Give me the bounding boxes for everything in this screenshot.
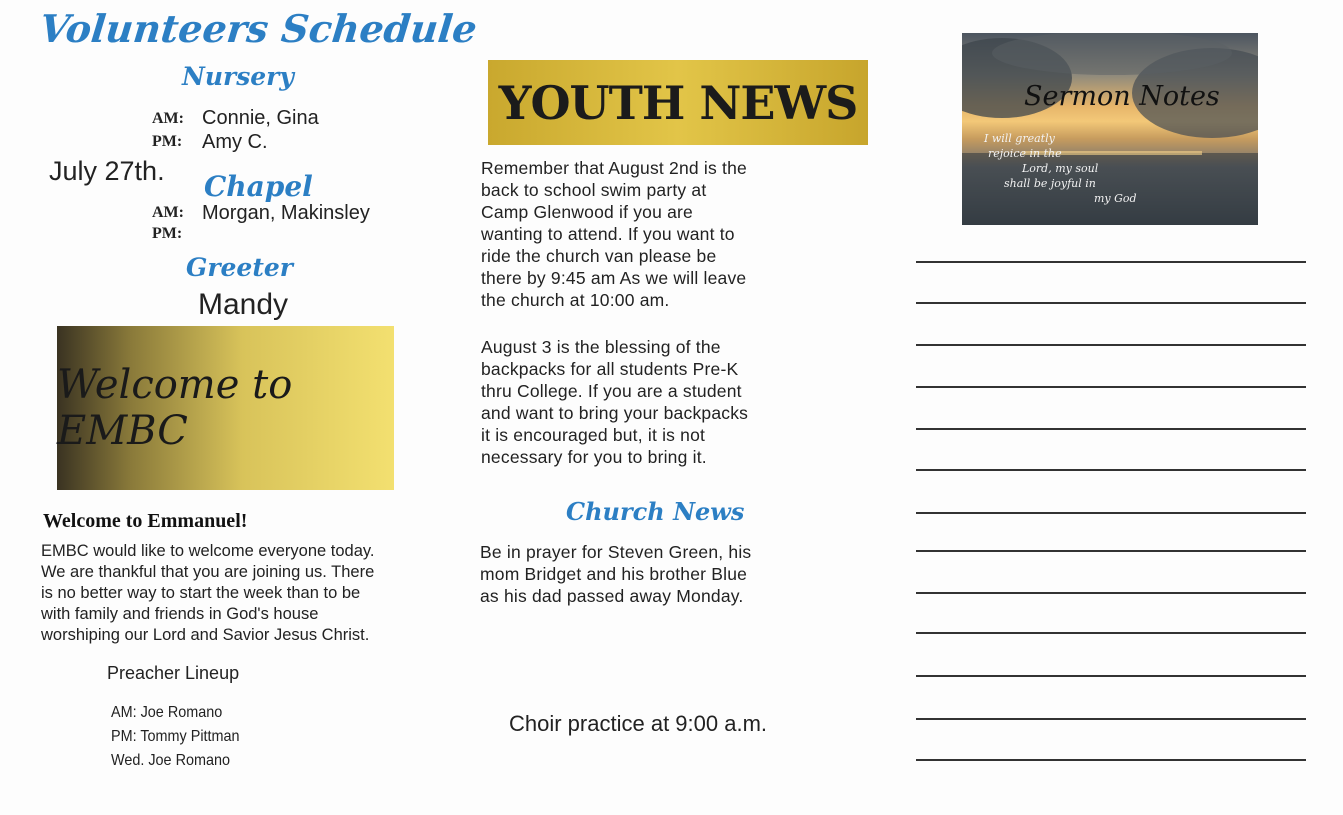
text-line: Camp Glenwood if you are: [481, 202, 693, 222]
verse-line: rejoice in the: [988, 147, 1062, 160]
note-line: [916, 302, 1306, 304]
greeter-heading: Greeter: [186, 253, 293, 282]
text-line: thru College. If you are a student: [481, 381, 742, 401]
welcome-embc-text: Welcome to EMBC: [57, 362, 293, 454]
youth-paragraph-swim: [481, 157, 861, 311]
text-line: mom Bridget and his brother Blue: [480, 564, 748, 584]
text-line: the church at 10:00 am.: [481, 290, 670, 310]
nursery-pm-names: Amy C.: [202, 131, 268, 153]
welcome-paragraph: [41, 541, 441, 646]
text-line: back to school swim party at: [481, 180, 707, 200]
note-line: [916, 550, 1306, 552]
note-line: [916, 675, 1306, 677]
church-news-paragraph: [480, 541, 860, 607]
text-line: as his dad passed away Monday.: [480, 586, 744, 606]
chapel-am-names: Morgan, Makinsley: [202, 202, 370, 224]
verse-text: [984, 131, 1137, 206]
preacher-item: AM: Joe Romano: [111, 704, 223, 721]
note-line: [916, 718, 1306, 720]
text-line: and want to bring your backpacks: [481, 403, 749, 423]
nursery-pm-label: PM:: [152, 133, 183, 150]
text-line: Be in prayer for Steven Green, his: [480, 542, 752, 562]
youth-news-banner: [488, 60, 868, 145]
text-line: wanting to attend. If you want to: [481, 224, 735, 244]
greeter-name: Mandy: [198, 288, 289, 321]
chapel-heading: Chapel: [204, 170, 313, 203]
youth-paragraph-backpacks: [481, 336, 861, 468]
note-line: [916, 344, 1306, 346]
verse-line: Lord, my soul: [1022, 162, 1099, 175]
sermon-notes-title: Sermon Notes: [1024, 81, 1220, 112]
church-news-heading: Church News: [566, 497, 745, 526]
verse-line: I will greatly: [984, 132, 1055, 145]
note-line: [916, 592, 1306, 594]
welcome-line: We are thankful that you are joining us. There: [41, 563, 375, 581]
welcome-line: EMBC would like to welcome everyone today.: [41, 542, 375, 560]
welcome-line: with family and friends in God's house: [41, 605, 319, 623]
note-line: [916, 759, 1306, 761]
text-line: necessary for you to bring it.: [481, 447, 707, 467]
text-line: Remember that August 2nd is the: [481, 158, 747, 178]
nursery-heading: Nursery: [182, 62, 294, 91]
service-date: July 27th.: [49, 156, 165, 186]
nursery-am-label: AM:: [152, 110, 184, 127]
nursery-am-names: Connie, Gina: [202, 107, 319, 129]
volunteers-schedule-title: Volunteers Schedule: [37, 6, 480, 51]
text-line: backpacks for all students Pre-K: [481, 359, 739, 379]
welcome-line: is no better way to start the week than to be: [41, 584, 361, 602]
note-line: [916, 261, 1306, 263]
youth-news-title: YOUTH NEWS: [498, 75, 858, 130]
sermon-notes-image: [962, 33, 1258, 225]
text-line: there by 9:45 am As we will leave: [481, 268, 747, 288]
text-line: August 3 is the blessing of the: [481, 337, 721, 357]
preacher-item: PM: Tommy Pittman: [111, 728, 240, 745]
choir-practice-note: Choir practice at 9:00 a.m.: [509, 711, 768, 736]
verse-line: my God: [1094, 192, 1137, 205]
verse-line: shall be joyful in: [1004, 177, 1096, 190]
welcome-embc-banner: [57, 326, 394, 490]
note-line: [916, 469, 1306, 471]
note-line: [916, 632, 1306, 634]
welcome-heading: Welcome to Emmanuel!: [43, 510, 248, 532]
chapel-pm-label: PM:: [152, 225, 183, 242]
preacher-item: Wed. Joe Romano: [111, 752, 230, 769]
preacher-list: [111, 701, 240, 773]
preacher-lineup-heading: Preacher Lineup: [107, 663, 240, 683]
note-line: [916, 386, 1306, 388]
text-line: ride the church van please be: [481, 246, 717, 266]
chapel-am-label: AM:: [152, 204, 184, 221]
welcome-line: worshiping our Lord and Savior Jesus Christ.: [41, 626, 370, 644]
note-line: [916, 428, 1306, 430]
note-line: [916, 512, 1306, 514]
text-line: it is encouraged but, it is not: [481, 425, 706, 445]
